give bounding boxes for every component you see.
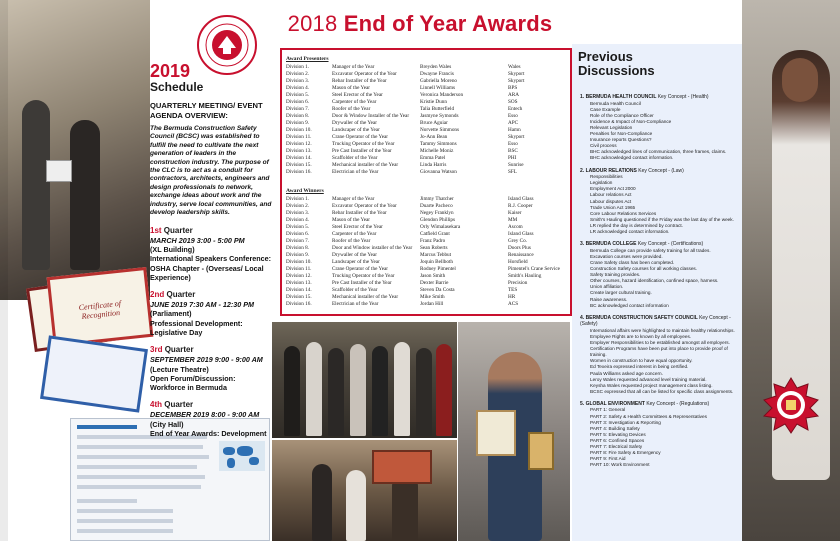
company-cell: MM: [508, 217, 518, 223]
discussion-point: Relevant Legislation: [590, 124, 633, 130]
division-cell: Division 5.: [286, 224, 310, 230]
discussion-title: BERMUDA COLLEGE: [585, 241, 637, 248]
company-cell: Hamn: [508, 127, 521, 133]
discussion-point: PART 7: Electrical Safety: [590, 444, 643, 450]
fire-service-badge: [762, 376, 820, 434]
division-cell: Division 6.: [286, 99, 310, 105]
division-cell: Division 5.: [286, 92, 310, 98]
table-row: [286, 273, 570, 280]
company-cell: PHI: [508, 155, 517, 161]
discussion-point: PART 9: First Aid: [590, 456, 626, 462]
division-cell: Division 8.: [286, 245, 310, 251]
award-cell: Carpenter of the Year: [332, 231, 377, 237]
division-cell: Division 7.: [286, 106, 310, 112]
company-cell: Precision: [508, 280, 528, 286]
name-cell: Linnell Williams: [420, 85, 455, 91]
company-cell: Renaissance: [508, 252, 534, 258]
award-cell: Trucking Operator of the Year: [332, 141, 395, 147]
discussion-point: Trade Union Act 1965: [590, 204, 636, 210]
division-cell: Division 14.: [286, 155, 312, 161]
award-cell: Manager of the Year: [332, 196, 375, 202]
name-cell: Negey Franklyn: [420, 210, 454, 216]
table-row: [286, 238, 570, 245]
division-cell: Division 3.: [286, 210, 310, 216]
quarter-label: Quarter: [166, 289, 196, 299]
name-cell: Mike Smith: [420, 294, 445, 300]
award-cell: Scaffolder of the Year: [332, 155, 378, 161]
discussion-concept: Key Concept - (Law): [638, 167, 684, 174]
discussion-point: Bermuda College can provide safety training for all trades.: [590, 247, 711, 253]
table-row: [286, 301, 570, 308]
quarter-block: [150, 290, 272, 337]
quarter-date: SEPTEMBER 2019 9:00 - 9:00 AM: [150, 355, 263, 365]
discussion-point: Responsibilities: [590, 174, 623, 180]
quarter-block: [150, 226, 272, 282]
presenters-table: [286, 56, 570, 176]
name-cell: Steven Da Costa: [420, 287, 455, 293]
discussion-concept: Key Concept - (Certifications): [637, 241, 704, 248]
name-cell: Bruce Aguiar: [420, 120, 448, 126]
discussion-point: Raise awareness.: [590, 296, 628, 302]
company-cell: Horsfield: [508, 259, 528, 265]
company-cell: TES: [508, 287, 518, 293]
company-cell: Skyport: [508, 78, 525, 84]
discussion-point: Women in construction to have equal opportunity.: [590, 358, 693, 364]
company-cell: SOS: [508, 99, 518, 105]
name-cell: Dwayne Francis: [420, 71, 454, 77]
quarter-event: Professional Development: Legislative Day: [150, 318, 243, 337]
discussion-point: Civil process: [590, 143, 617, 149]
division-cell: Division 9.: [286, 252, 310, 258]
table-row: [286, 294, 570, 301]
discussion-point: Insurance reports Questions?: [590, 137, 652, 143]
discussion-section: [580, 315, 736, 395]
name-cell: Veronica Manderson: [420, 92, 464, 98]
name-cell: Jo-Ann Bean: [420, 134, 448, 140]
discussion-point: Case Example: [590, 106, 621, 112]
discussion-point: BHC acknowledged contact information.: [590, 155, 674, 161]
discussion-title: BERMUDA CONSTRUCTION SAFETY COUNCIL: [585, 314, 698, 321]
table-row: [286, 210, 570, 217]
table-row: [286, 127, 570, 134]
previous-title-line: Discussions: [578, 63, 655, 79]
discussion-point: Role of the Compliance Officer: [590, 112, 654, 118]
company-cell: Sunrise: [508, 162, 524, 168]
table-row: [286, 106, 570, 113]
overview-heading: QUARTERLY MEETING/ EVENT AGENDA OVERVIEW:: [150, 101, 263, 121]
discussion-number: 4.: [580, 314, 585, 321]
overview-intro: The Bermuda Construction Safety Council (BCSC) was established to fulfill the need to cultivate the next generation of leaders in the construction industry. The purpose of the CLC is to act as a conduit for contractors, architects, engineers and design professionals to network, exchange ideas about work and the industry, serve local communities, and develop leadership skills.: [150, 124, 272, 217]
table-row: [286, 259, 570, 266]
award-cell: Landscaper of the Year: [332, 259, 380, 265]
quarter-date: JUNE 2019 7:30 AM - 12:30 PM: [150, 300, 254, 310]
name-cell: Jason Smith: [420, 273, 446, 279]
right-speaker-photo: [742, 0, 840, 541]
division-cell: Division 10.: [286, 259, 312, 265]
division-cell: Division 16.: [286, 169, 312, 175]
name-cell: Emma Patel: [420, 155, 446, 161]
discussion-point: Safety training provides.: [590, 272, 641, 278]
name-cell: Linda Harris: [420, 162, 447, 168]
division-cell: Division 3.: [286, 78, 310, 84]
discussion-point: Construction Safety courses for all working classes.: [590, 266, 698, 272]
discussion-point: Keysha Wales requested project management class listing.: [590, 382, 713, 388]
discussion-heading: [580, 315, 736, 328]
division-cell: Division 2.: [286, 203, 310, 209]
quarter-venue: (Parliament): [150, 309, 192, 319]
award-cell: Mechanical installer of the Year: [332, 294, 399, 300]
discussion-number: 3.: [580, 241, 585, 248]
quarter-venue: (Lecture Theatre): [150, 364, 209, 374]
table-row: [286, 217, 570, 224]
award-cell: Door & Window Installer of the Year: [332, 113, 410, 119]
company-cell: ACS: [508, 301, 519, 307]
name-cell: Marcus Tebbut: [420, 252, 452, 258]
division-cell: Division 16.: [286, 301, 312, 307]
table-row: [286, 280, 570, 287]
division-cell: Division 9.: [286, 120, 310, 126]
award-cell: Roofer of the Year: [332, 238, 371, 244]
company-cell: Entech: [508, 106, 523, 112]
award-cell: Pre Cast Installer of the Year: [332, 280, 392, 286]
discussion-point: PART 4: Building Safety: [590, 425, 640, 431]
table-row: [286, 64, 570, 71]
table-row: [286, 162, 570, 169]
speaker-face: [782, 58, 818, 102]
name-cell: Tammy Simmons: [420, 141, 457, 147]
discussion-concept: Key Concept - (Safety): [580, 314, 731, 328]
award-cell: Carpenter of the Year: [332, 99, 377, 105]
name-cell: Gabriella Moreno: [420, 78, 458, 84]
discussion-point: LR replied the day is determined by contract.: [590, 222, 684, 228]
discussion-point: PART 6: Confined Spaces: [590, 438, 645, 444]
discussion-point: BHC acknowledged lines of communication, three frames, claims.: [590, 149, 727, 155]
award-cell: Trucking Operator of the Year: [332, 273, 395, 279]
award-cell: Roofer of the Year: [332, 106, 371, 112]
table-row: [286, 203, 570, 210]
name-cell: Norvette Simmons: [420, 127, 460, 133]
table-row: [286, 155, 570, 162]
name-cell: Sean Roberts: [420, 245, 448, 251]
division-cell: Division 11.: [286, 266, 312, 272]
award-cell: Mason of the Year: [332, 85, 371, 91]
previous-title-line: Previous: [578, 49, 633, 64]
table-row: [286, 231, 570, 238]
discussion-point: Penalties for Non-Compliance: [590, 131, 653, 137]
company-cell: Smith's Hauling: [508, 273, 542, 279]
dashboard-row: [77, 499, 137, 503]
discussion-number: 1.: [580, 94, 585, 100]
table-row: [286, 224, 570, 231]
company-cell: Kaiser: [508, 210, 522, 216]
award-cell: Scaffolder of the Year: [332, 287, 378, 293]
name-cell: Giovanna Watson: [420, 169, 457, 175]
award-cell: Manager of the Year: [332, 64, 375, 70]
quarter-venue: (XL Building): [150, 245, 195, 255]
discussion-point: PART 1: General: [590, 407, 626, 413]
award-cell: Crane Operator of the Year: [332, 134, 389, 140]
table-row: [286, 71, 570, 78]
name-cell: Dexter Barrie: [420, 280, 449, 286]
schedule-heading: Schedule: [150, 80, 204, 94]
division-cell: Division 4.: [286, 217, 310, 223]
division-cell: Division 6.: [286, 231, 310, 237]
name-cell: Breyden Wales: [420, 64, 452, 70]
name-cell: Jasmyne Symonds: [420, 113, 459, 119]
name-cell: Jordan Hill: [420, 301, 444, 307]
discussion-list: [580, 88, 736, 538]
presenters-caption: Award Presenters: [286, 56, 329, 62]
quarter-block: [150, 400, 272, 438]
title-text: End of Year Awards: [343, 11, 553, 36]
quarter-number: 1st: [150, 225, 162, 235]
division-cell: Division 15.: [286, 162, 312, 168]
dashboard-bar: [77, 425, 137, 429]
award-cell: Electrician of the Year: [332, 169, 379, 175]
discussion-point: Union affiliation.: [590, 284, 624, 290]
discussion-point: BCSC expressed that all can be listed for specific class assignments.: [590, 388, 734, 394]
company-cell: ARA: [508, 92, 519, 98]
discussion-section: [580, 94, 736, 162]
award-cell: Steel Erector of the Year: [332, 92, 383, 98]
quarter-label: Quarter: [164, 345, 194, 355]
award-cell: Drywaller of the Year: [332, 252, 377, 258]
discussion-number: 2.: [580, 167, 585, 174]
discussion-point: Employment Act 2000: [590, 186, 636, 192]
table-row: [286, 245, 570, 252]
table-row: [286, 78, 570, 85]
discussion-point: LR acknowledged contact information.: [590, 229, 670, 235]
award-cell: Mason of the Year: [332, 217, 371, 223]
company-cell: Skyport: [508, 71, 525, 77]
quarter-block: [150, 345, 272, 392]
name-cell: Joquin Bellboth: [420, 259, 453, 265]
discussion-concept: Key Concept - (Health): [657, 94, 709, 100]
company-cell: Skyport: [508, 134, 525, 140]
discussion-section: [580, 241, 736, 309]
award-winner-photo: [458, 322, 570, 541]
award-cell: Crane Operator of the Year: [332, 266, 389, 272]
table-row: [286, 266, 570, 273]
table-row: [286, 252, 570, 259]
company-cell: Island Glass: [508, 231, 534, 237]
group-photo: [272, 322, 457, 438]
name-cell: Rodney Pimentel: [420, 266, 456, 272]
event-photos: [272, 322, 570, 541]
certificate-image: [40, 335, 148, 412]
award-cell: Electrician of the Year: [332, 301, 379, 307]
award-cell: Pre Cast Installer of the Year: [332, 148, 392, 154]
discussion-point: Ed Texeira expressed interest in being certified.: [590, 364, 689, 370]
company-cell: R.J. Cooper: [508, 203, 533, 209]
quarter-event: Open Forum/Discussion: Workforce in Bermuda: [150, 373, 236, 392]
company-cell: Wales: [508, 64, 521, 70]
page-title: [270, 0, 570, 48]
discussion-point: Employee Rights are to known by all employees.: [590, 333, 692, 339]
name-cell: Franz Padro: [420, 238, 446, 244]
division-cell: Division 12.: [286, 141, 312, 147]
company-cell: Esso: [508, 113, 518, 119]
discussion-point: BC acknowledged contact information: [590, 302, 669, 308]
table-row: [286, 85, 570, 92]
table-row: [286, 287, 570, 294]
division-cell: Division 12.: [286, 273, 312, 279]
award-cell: Rebar Installer of the Year: [332, 78, 387, 84]
company-cell: Esso: [508, 141, 518, 147]
award-cell: Drywaller of the Year: [332, 120, 377, 126]
quarter-event: International Speakers Conference: OSHA Chapter - (Overseas/ Local Experience): [150, 254, 272, 282]
discussion-point: PART 5: Elevating Devices: [590, 431, 646, 437]
discussion-point: Create larger cultural training.: [590, 290, 652, 296]
discussion-section: [580, 401, 736, 469]
discussion-point: Core Labour Relations Services: [590, 210, 657, 216]
discussion-point: Incidence & Impact of Non-Compliance: [590, 118, 672, 124]
discussion-point: PART 2: Safety & Health Committees & Representatives: [590, 413, 707, 419]
name-cell: Orly Wimalasekara: [420, 224, 461, 230]
title-year: 2018: [287, 11, 338, 36]
discussion-point: Bermuda Health Council: [590, 100, 641, 106]
award-frame: [46, 160, 72, 182]
discussion-point: Labour disputes Act: [590, 198, 632, 204]
winners-table: [286, 188, 570, 308]
division-cell: Division 4.: [286, 85, 310, 91]
name-cell: Jimmy Thatcher: [420, 196, 454, 202]
award-cell: Excavator Operator of the Year: [332, 203, 397, 209]
company-cell: BPS: [508, 85, 518, 91]
discussion-point: Paula Williams asked age concern.: [590, 370, 663, 376]
table-row: [286, 120, 570, 127]
award-cell: Excavator Operator of the Year: [332, 71, 397, 77]
division-cell: Division 13.: [286, 280, 312, 286]
certificate-title: Certificate of Recognition: [78, 298, 122, 321]
discussion-point: Legislation: [590, 180, 613, 186]
discussion-point: PART 10: Work Environment: [590, 462, 650, 468]
name-cell: Kristie Dunn: [420, 99, 447, 105]
schedule-year: 2019: [150, 61, 191, 81]
quarter-number: 3rd: [150, 345, 163, 355]
schedule-column: [150, 62, 272, 532]
quarter-label: Quarter: [164, 400, 194, 410]
division-cell: Division 2.: [286, 71, 310, 77]
company-cell: Pimentel's Crane Service: [508, 266, 560, 272]
table-row: [286, 141, 570, 148]
table-row: [286, 99, 570, 106]
discussion-section: [580, 168, 736, 236]
award-cell: Steel Erector of the Year: [332, 224, 383, 230]
discussion-point: Certification Programs have been put into place to provide proof of training.: [590, 346, 728, 358]
quarter-venue: (City Hall): [150, 419, 184, 429]
company-cell: BSC: [508, 148, 518, 154]
award-cell: Mechanical installer of the Year: [332, 162, 399, 168]
name-cell: Duarte Pacheco: [420, 203, 453, 209]
previous-discussions-title: [578, 50, 655, 78]
table-row: [286, 196, 570, 203]
discussion-point: Labour relations Act: [590, 192, 632, 198]
company-cell: HR: [508, 294, 516, 300]
division-cell: Division 15.: [286, 294, 312, 300]
discussion-title: BERMUDA HEALTH COUNCIL: [585, 94, 657, 100]
name-cell: Catfield Grant: [420, 231, 450, 237]
name-cell: Talia Butterfield: [420, 106, 455, 112]
division-cell: Division 11.: [286, 134, 312, 140]
division-cell: Division 10.: [286, 127, 312, 133]
division-cell: Division 8.: [286, 113, 310, 119]
company-cell: SFL: [508, 169, 517, 175]
name-cell: Glendon Phillips: [420, 217, 456, 223]
table-row: [286, 148, 570, 155]
award-cell: Door and Window installer of the Year: [332, 245, 413, 251]
table-row: [286, 92, 570, 99]
discussion-point: International affairs were highlighted to maintain healthy relationships.: [590, 327, 735, 333]
discussion-number: 5.: [580, 400, 585, 407]
company-cell: Doors Plus: [508, 245, 531, 251]
table-row: [286, 134, 570, 141]
discussion-point: Employer Responsibilities to be established amongst all employers.: [590, 340, 730, 345]
certificate-image: [47, 267, 154, 347]
company-cell: Grey Co.: [508, 238, 528, 244]
division-cell: Division 7.: [286, 238, 310, 244]
discussion-point: Excavation courses were provided.: [590, 253, 663, 259]
company-cell: Island Glass: [508, 196, 534, 202]
table-row: [286, 169, 570, 176]
award-cell: Rebar Installer of the Year: [332, 210, 387, 216]
name-cell: Michelle Moniz: [420, 148, 454, 154]
quarter-date: MARCH 2019 3:00 - 5:00 PM: [150, 235, 245, 245]
discussion-point: Smith's Hauling questioned if the Friday was the last day of the week.: [590, 216, 734, 222]
quarter-number: 4th: [150, 400, 162, 410]
award-cell: Landscaper of the Year: [332, 127, 380, 133]
division-cell: Division 1.: [286, 64, 310, 70]
discussion-point: Crane Safety class has been completed.: [590, 259, 675, 265]
table-row: [286, 113, 570, 120]
discussion-point: PART 8: Fire Safety & Emergency: [590, 450, 661, 456]
discussion-title: LABOUR RELATIONS: [585, 167, 637, 174]
company-cell: Ascom: [508, 224, 523, 230]
discussion-point: Leroy Wales requested advanced level training material.: [590, 376, 707, 382]
awards-tables-panel: [280, 48, 572, 316]
quarter-number: 2nd: [150, 289, 165, 299]
division-cell: Division 14.: [286, 287, 312, 293]
quarter-date: DECEMBER 2019 8:00 - 9:00 AM: [150, 410, 260, 420]
division-cell: Division 13.: [286, 148, 312, 154]
winners-caption: Award Winners: [286, 188, 324, 194]
discussion-concept: Key Concept - (Regulations): [646, 400, 710, 407]
division-cell: Division 1.: [286, 196, 310, 202]
discussion-point: Other courses, hazard identification, confined space, harness.: [590, 278, 719, 284]
discussion-title: GLOBAL ENVIRONMENT: [585, 400, 645, 407]
quarter-label: Quarter: [163, 225, 193, 235]
discussion-point: PART 3: Investigation & Reporting: [590, 419, 661, 425]
quarter-event: End of Year Awards: Development: [150, 428, 267, 438]
presentation-photo: [272, 440, 457, 541]
company-cell: APC: [508, 120, 519, 126]
